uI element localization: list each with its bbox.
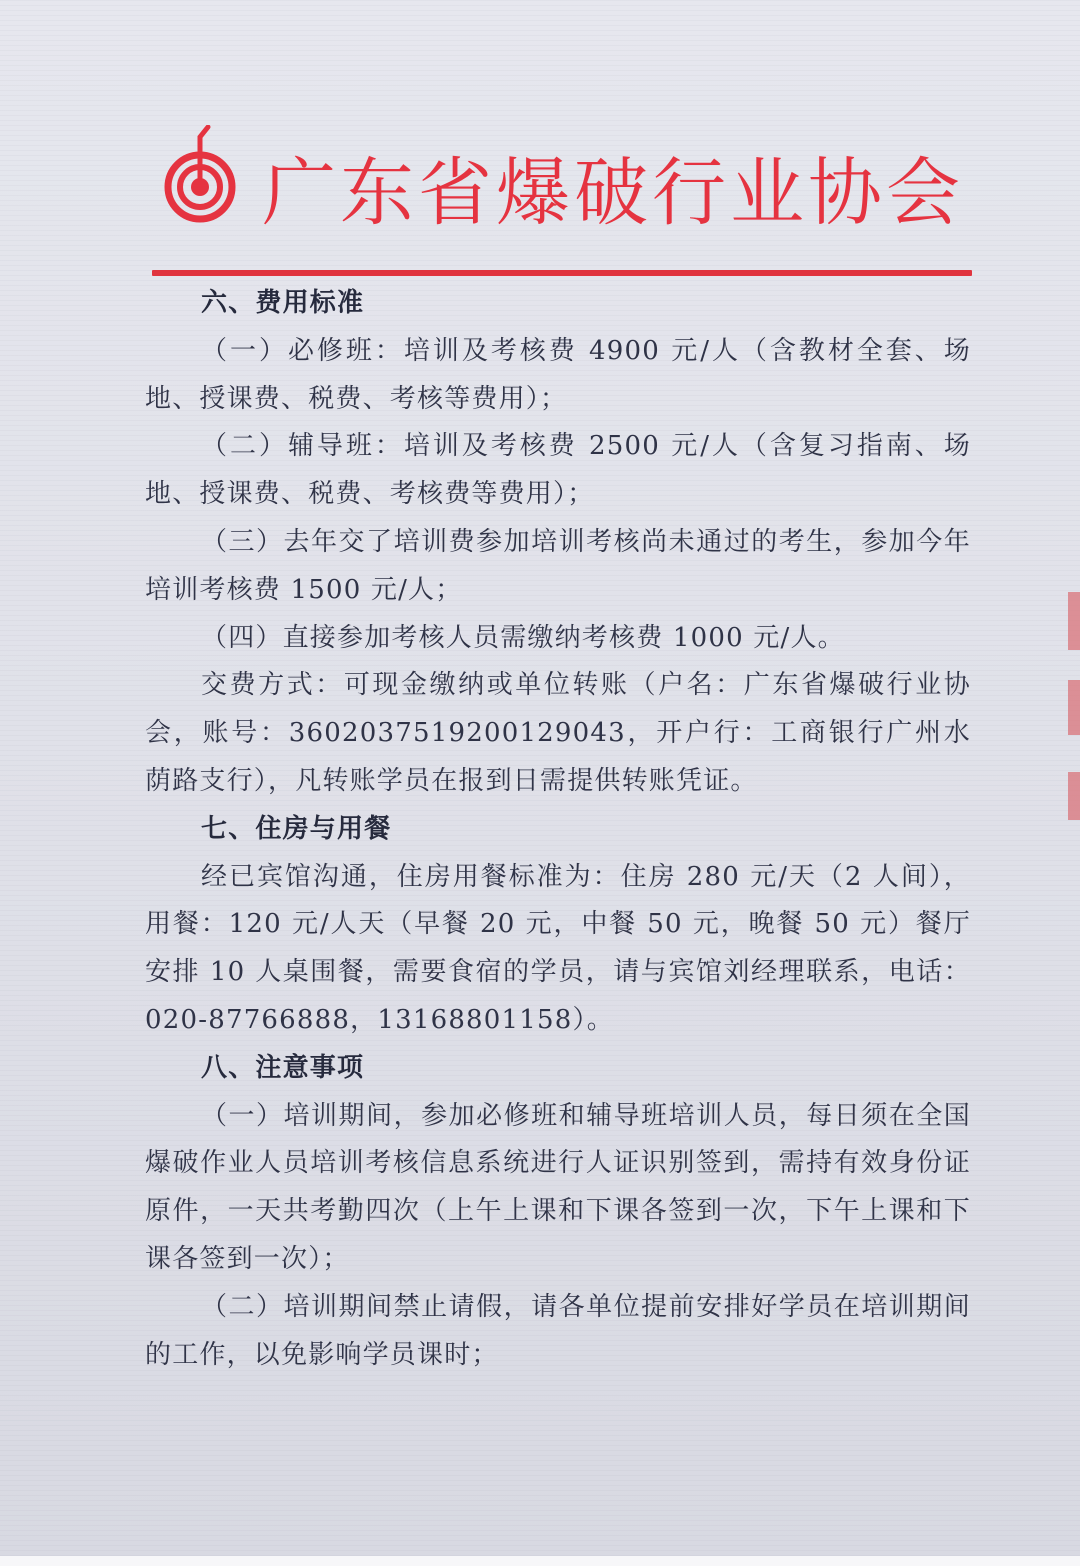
letterhead-title: 广东省爆破行业协会: [262, 150, 964, 236]
letterhead-divider: [152, 270, 972, 276]
note-item-no-leave: （二）培训期间禁止请假，请各单位提前安排好学员在培训期间的工作，以免影响学员课时；: [145, 1291, 971, 1370]
fee-item-exam-only: （四）直接参加考核人员需缴纳考核费 1000 元/人。: [201, 622, 845, 653]
payment-method: 交费方式：可现金缴纳或单位转账（户名：广东省爆破行业协会，账号：3602037519200129043，开户行：工商银行广州水荫路支行），凡转账学员在报到日需提供转账凭证。: [145, 670, 971, 796]
fee-item-required-class: （一）必修班：培训及考核费 4900 元/人（含教材全套、场地、授课费、税费、考核等费用）；: [145, 335, 971, 414]
seal-edge-mark: [1068, 680, 1080, 735]
lodging-details: 经已宾馆沟通，住房用餐标准为：住房 280 元/天（2 人间），用餐：120 元/人天（早餐 20 元，中餐 50 元，晚餐 50 元）餐厅安排 10 人桌围餐，需要食宿的学员，请与宾馆刘经理联系，电话：020-87766888，13168801158）。: [145, 861, 971, 1035]
fee-item-retake: （三）去年交了培训费参加培训考核尚未通过的考生，参加今年培训考核费 1500 元/人；: [145, 526, 971, 605]
note-item-attendance: （一）培训期间，参加必修班和辅导班培训人员，每日须在全国爆破作业人员培训考核信息系统进行人证识别签到，需持有效身份证原件，一天共考勤四次（上午上课和下课各签到一次，下午上课和下课各签到一次）；: [145, 1100, 971, 1274]
page-bottom-edge: [0, 1556, 1080, 1566]
fee-item-tutoring-class: （二）辅导班：培训及考核费 2500 元/人（含复习指南、场地、授课费、税费、考核费等费用）；: [145, 431, 971, 510]
section-heading-fees: 六、费用标准: [201, 288, 365, 318]
seal-edge-mark: [1068, 592, 1080, 650]
section-heading-notes: 八、注意事项: [201, 1052, 365, 1083]
document-body: [145, 280, 971, 1379]
section-heading-lodging: 七、住房与用餐: [201, 813, 392, 844]
seal-edge-mark: [1068, 772, 1080, 820]
target-emblem-icon: [152, 125, 244, 225]
